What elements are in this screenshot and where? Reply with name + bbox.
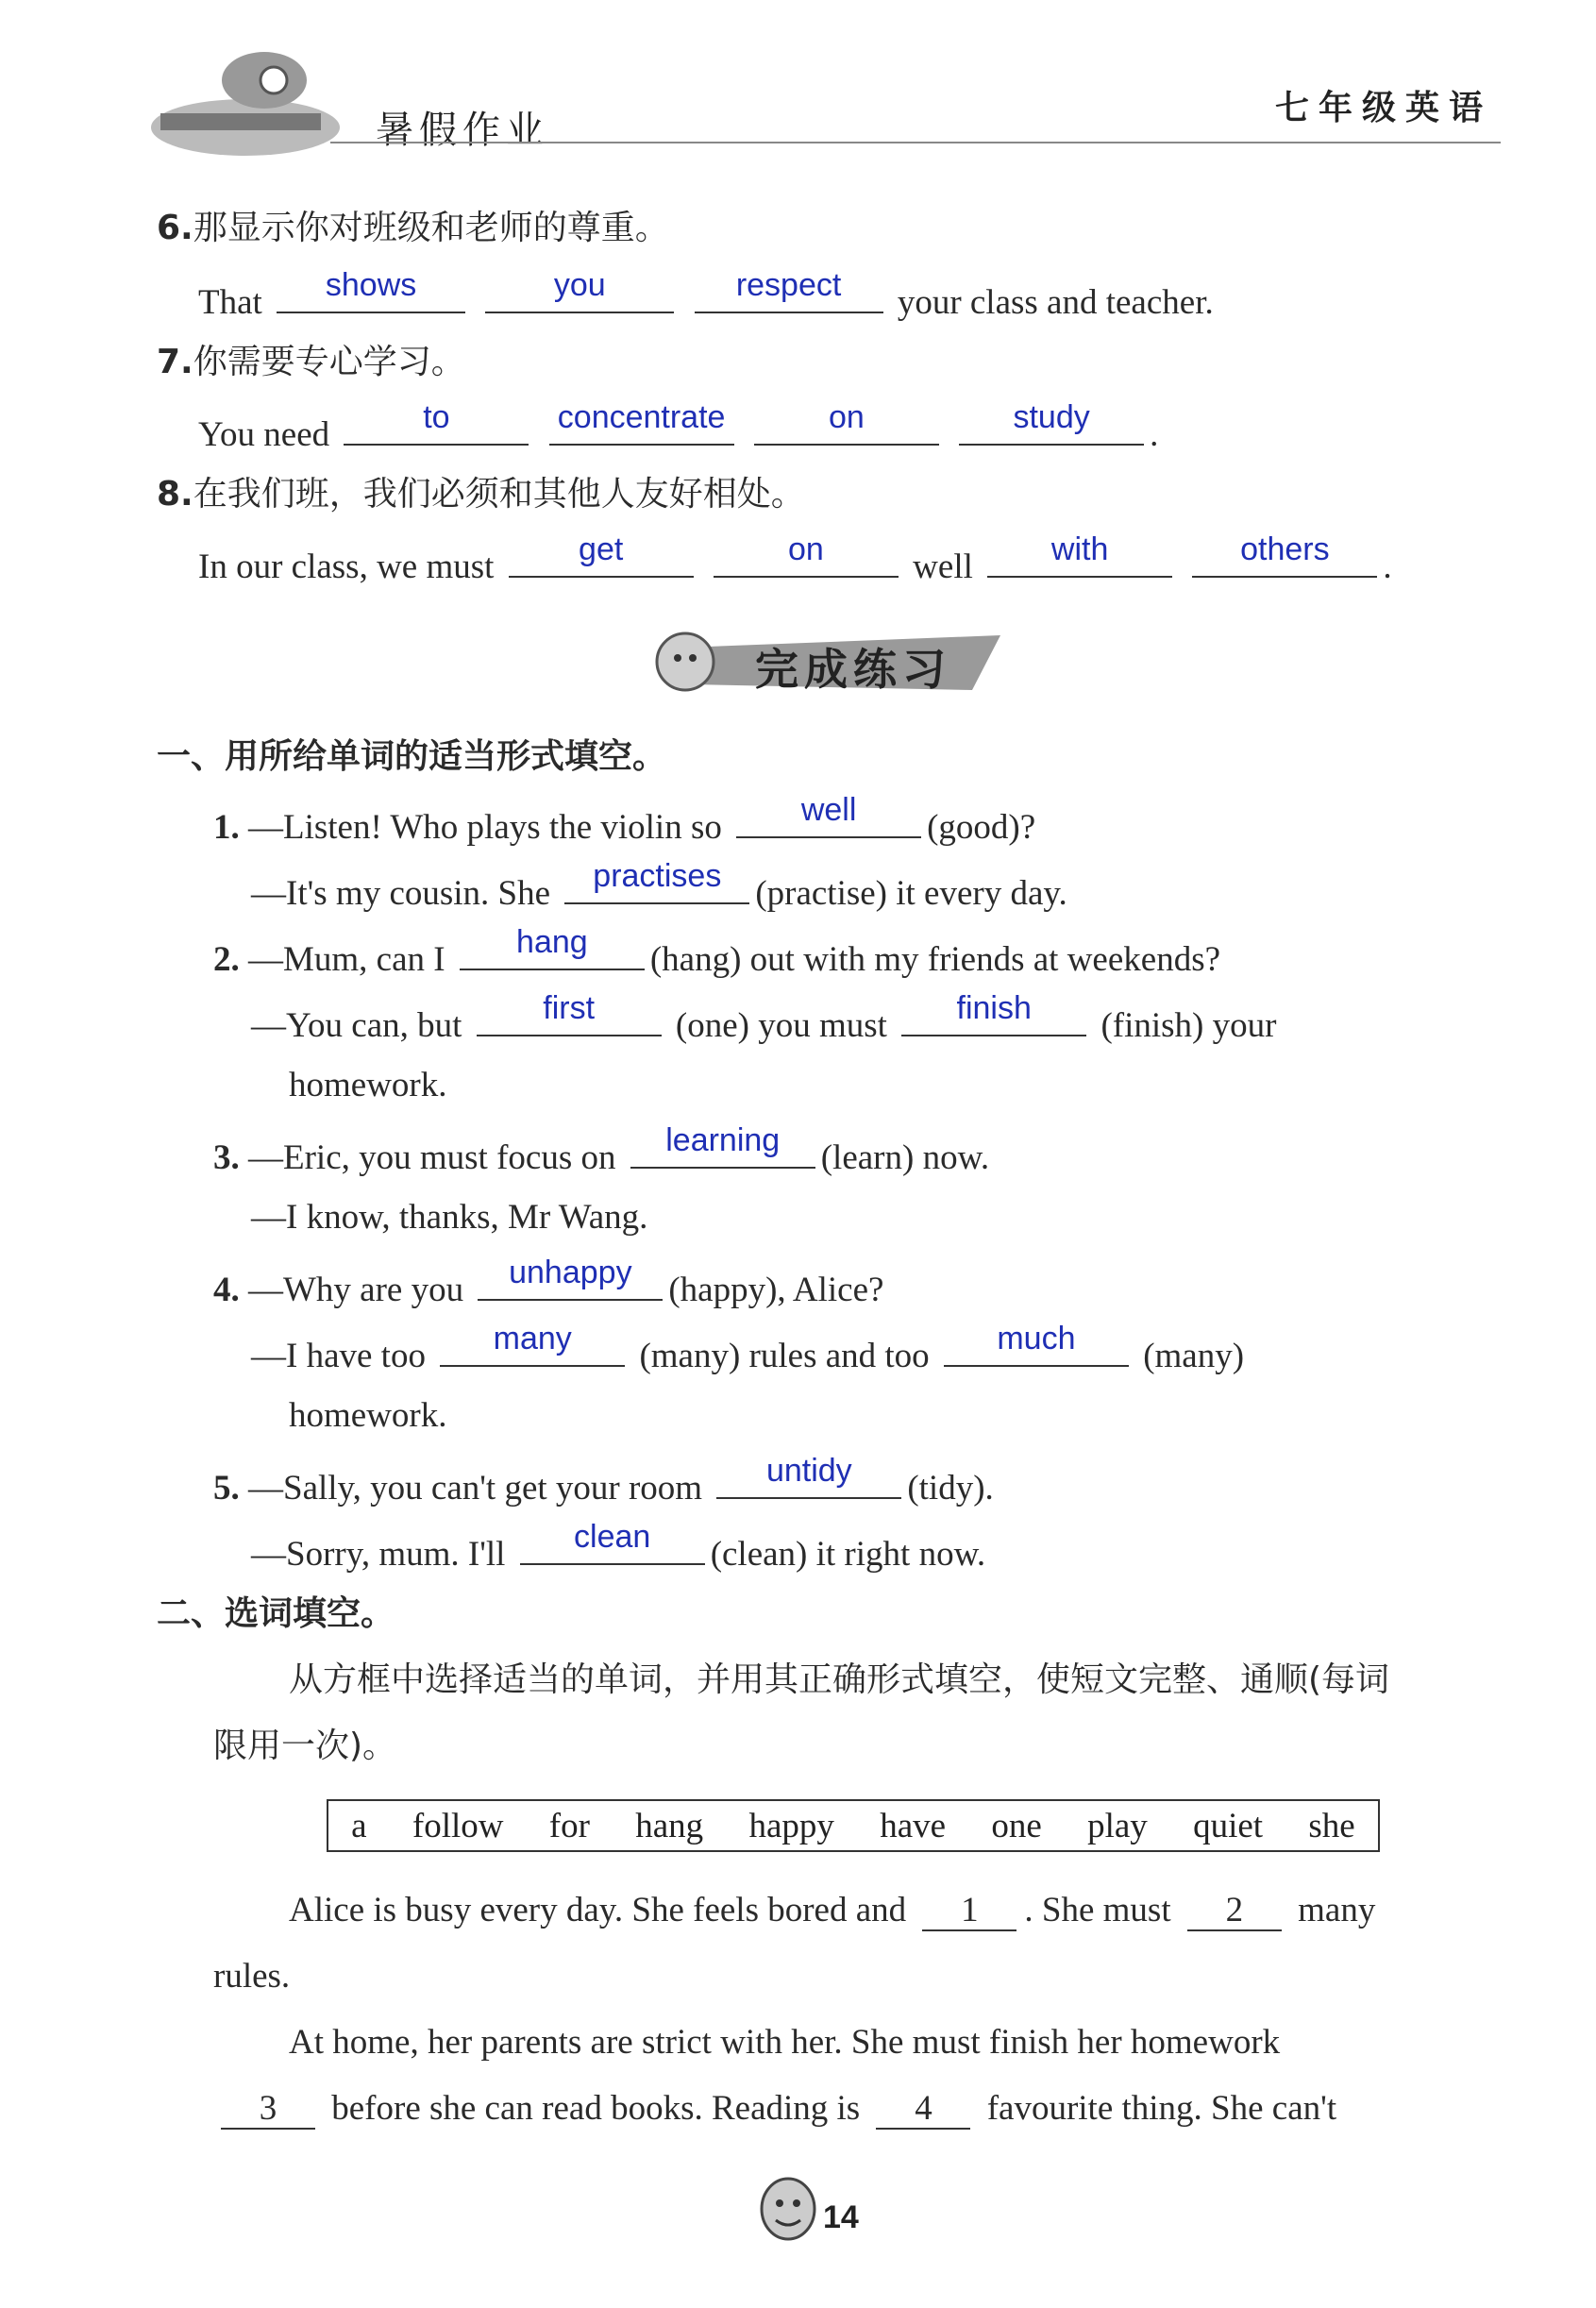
item-2-line-2: —You can, but first (one) you must finish (finish) your — [251, 990, 1277, 1045]
answer-blank[interactable]: practises — [564, 865, 749, 904]
item-4-line-2: —I have too many (many) rules and too much (many) — [251, 1321, 1245, 1375]
question-8-english: In our class, we must get on well with others . — [198, 531, 1392, 586]
banner-title: 完成练习 — [755, 644, 951, 695]
passage-line-2: rules. — [213, 1957, 291, 1996]
answer-blank[interactable]: hang — [460, 931, 645, 970]
item-4-line-3: homework. — [289, 1396, 447, 1435]
passage-line-1: Alice is busy every day. She feels bored and 1 . She must 2 many — [289, 1891, 1376, 1929]
answer-blank[interactable]: first — [477, 997, 662, 1036]
item-3-line-2: —I know, thanks, Mr Wang. — [251, 1198, 648, 1237]
numbered-blank[interactable]: 1 — [922, 1892, 1016, 1931]
word-box — [327, 1799, 1380, 1852]
word-option: hang — [635, 1806, 704, 1845]
answer-blank[interactable]: unhappy — [478, 1261, 663, 1301]
answer-blank[interactable]: others — [1192, 538, 1377, 578]
question-7-chinese: 7.你需要专心学习。 — [157, 343, 465, 381]
question-8-chinese: 8.在我们班，我们必须和其他人友好相处。 — [157, 475, 805, 514]
item-1-line-1: 1. —Listen! Who plays the violin so well (good)? — [213, 792, 1036, 847]
answer-blank[interactable]: with — [987, 538, 1172, 578]
header-title: 暑假作业 — [376, 109, 549, 152]
answer-blank[interactable]: shows — [277, 274, 465, 313]
answer-blank[interactable]: on — [714, 538, 899, 578]
header-rule — [330, 142, 1501, 143]
word-option: she — [1308, 1806, 1355, 1845]
mascot-footer-icon — [755, 2171, 821, 2256]
answer-blank[interactable]: on — [754, 406, 939, 446]
item-5-line-1: 5. —Sally, you can't get your room untidy (tidy). — [213, 1453, 994, 1508]
question-6-english: That shows you respect your class and teacher. — [198, 267, 1214, 322]
item-2-line-1: 2. —Mum, can I hang (hang) out with my friends at weekends? — [213, 924, 1221, 979]
answer-blank[interactable]: to — [344, 406, 529, 446]
answer-blank[interactable]: concentrate — [549, 406, 734, 446]
section-2-instruction-2: 限用一次)。 — [213, 1727, 397, 1765]
answer-blank[interactable]: clean — [520, 1525, 705, 1565]
item-3-line-1: 3. —Eric, you must focus on learning (learn) now. — [213, 1122, 990, 1177]
numbered-blank[interactable]: 2 — [1187, 1892, 1282, 1931]
item-2-line-3: homework. — [289, 1066, 447, 1104]
section-2-instruction-1: 从方框中选择适当的单词，并用其正确形式填空，使短文完整、通顺(每词 — [289, 1660, 1390, 1699]
answer-blank[interactable]: well — [736, 799, 921, 838]
page-number: 14 — [823, 2199, 859, 2235]
word-option: follow — [412, 1806, 504, 1845]
header-subject: 七年级英语 — [1274, 89, 1492, 127]
section-banner — [651, 628, 1000, 696]
question-6-chinese: 6.那显示你对班级和老师的尊重。 — [157, 209, 669, 247]
robot-mascot-icon — [142, 38, 349, 170]
word-option: one — [991, 1806, 1042, 1845]
word-option: happy — [748, 1806, 834, 1845]
word-option: play — [1087, 1806, 1148, 1845]
answer-blank[interactable]: learning — [630, 1129, 815, 1169]
section-2-title: 二、选词填空。 — [157, 1594, 395, 1633]
answer-blank[interactable]: respect — [695, 274, 883, 313]
answer-blank[interactable]: finish — [901, 997, 1086, 1036]
answer-blank[interactable]: untidy — [716, 1459, 901, 1499]
passage-line-3: At home, her parents are strict with her. She must finish her homework — [289, 2023, 1281, 2062]
word-option: a — [351, 1806, 367, 1845]
item-5-line-2: —Sorry, mum. I'll clean (clean) it right now. — [251, 1519, 986, 1574]
answer-blank[interactable]: study — [959, 406, 1144, 446]
answer-blank[interactable]: get — [509, 538, 694, 578]
item-1-line-2: —It's my cousin. She practises (practise) it every day. — [251, 858, 1067, 913]
answer-blank[interactable]: much — [944, 1327, 1129, 1367]
item-4-line-1: 4. —Why are you unhappy (happy), Alice? — [213, 1255, 884, 1309]
numbered-blank[interactable]: 3 — [221, 2090, 315, 2130]
section-1-title: 一、用所给单词的适当形式填空。 — [157, 737, 667, 776]
word-option: quiet — [1193, 1806, 1264, 1845]
passage-line-4: 3 before she can read books. Reading is 4 favourite thing. She can't — [213, 2086, 1336, 2131]
word-option: have — [880, 1806, 947, 1845]
answer-blank[interactable]: many — [440, 1327, 625, 1367]
numbered-blank[interactable]: 4 — [876, 2090, 970, 2130]
word-option: for — [548, 1806, 590, 1845]
question-7-english: You need to concentrate on study . — [198, 399, 1159, 454]
answer-blank[interactable]: you — [485, 274, 674, 313]
